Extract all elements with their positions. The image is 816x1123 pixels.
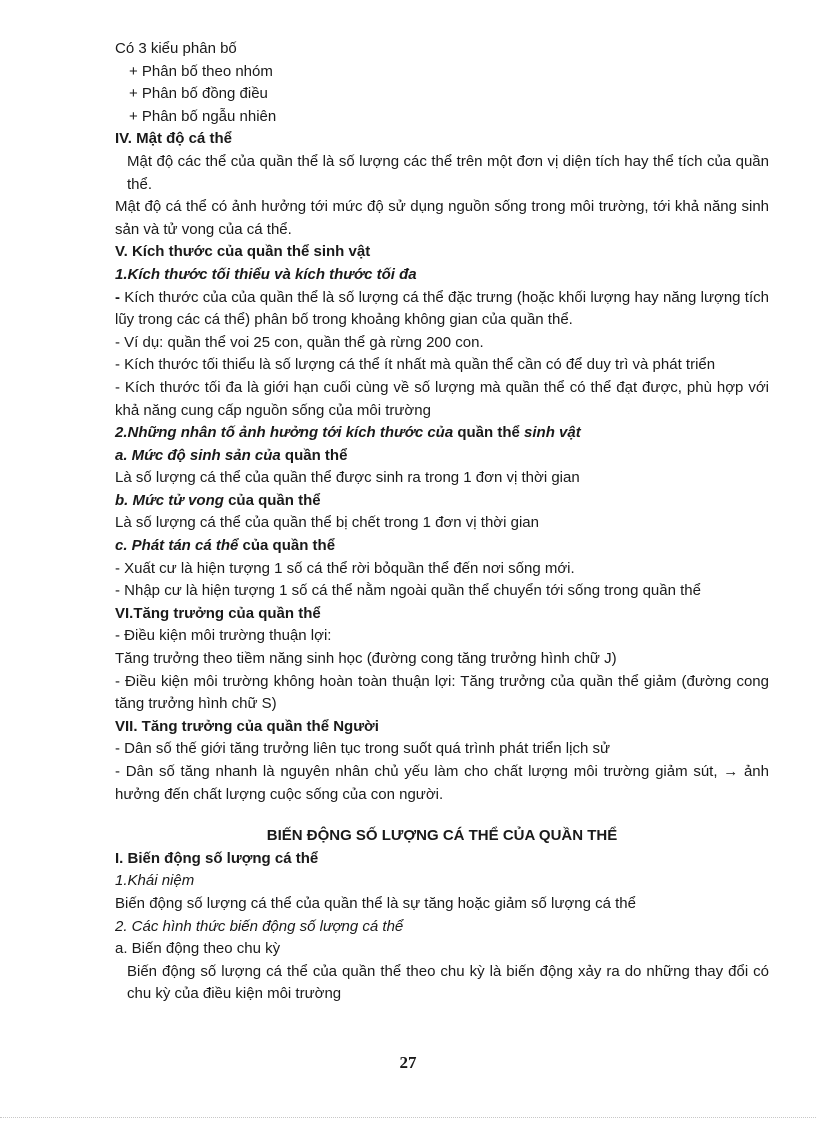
- paragraph: - Kích thước tối đa là giới hạn cuối cùng về số lượng mà quần thể có thể đạt được, phù hợp với khả năng cung cấp nguồn sống của môi trường: [115, 378, 769, 419]
- list-item: + Phân bố theo nhóm: [129, 62, 273, 80]
- paragraph-text: - Dân số tăng nhanh là nguyên nhân chủ yếu làm cho chất lượng môi trường giảm sút,: [115, 763, 724, 780]
- paragraph: - Kích thước tối thiểu là số lượng cá thể ít nhất mà quần thể cần có để duy trì và phát triển: [115, 356, 716, 374]
- paragraph: Là số lượng cá thể của quần thể được sinh ra trong 1 đơn vị thời gian: [115, 469, 580, 487]
- heading-part: của quần thể: [238, 537, 336, 555]
- section-heading: IV. Mật độ cá thể: [115, 130, 232, 148]
- document-page: [115, 38, 769, 1006]
- page-number: 27: [399, 1053, 417, 1072]
- subsection-heading: [115, 445, 769, 468]
- paragraph: - Nhập cư là hiện tượng 1 số cá thể nằm ngoài quần thể chuyển tới sống trong quần thể: [115, 582, 701, 600]
- list-item: + Phân bố đồng điều: [129, 85, 268, 103]
- heading-part: 2.Những nhân tố ảnh hưởng tới kích thước của: [115, 424, 458, 442]
- paragraph: - Điều kiện môi trường không hoàn toàn thuận lợi: Tăng trưởng của quần thể giảm (đường cong tăng trưởng hình chữ S): [115, 672, 769, 713]
- paragraph: - Dân số thế giới tăng trưởng liên tục trong suốt quá trình phát triển lịch sử: [115, 740, 611, 758]
- section-heading: I. Biến động số lượng cá thể: [115, 849, 319, 867]
- heading-part: b. Mức tử vong: [115, 491, 224, 509]
- heading-part: quần thể: [284, 446, 348, 464]
- dash: -: [115, 288, 120, 306]
- heading-part: sinh vật: [524, 424, 581, 442]
- paragraph: Mật độ cá thể có ảnh hưởng tới mức độ sử dụng nguồn sống trong môi trường, tới khả năng sinh sản và tử vong của cá thể.: [115, 198, 769, 238]
- heading-part: của quần thể: [223, 491, 321, 509]
- subsection-heading: 1.Kích thước tối thiểu và kích thước tối đa: [115, 265, 417, 283]
- text-line: Có 3 kiểu phân bố: [115, 40, 237, 57]
- subsection-heading: [115, 422, 769, 445]
- spacer: [115, 806, 769, 825]
- paragraph: Là số lượng cá thể của quần thể bị chết trong 1 đơn vị thời gian: [115, 514, 539, 532]
- paragraph-text: Kích thước của của quần thể là số lượng cá thể đặc trưng (hoặc khối lượng hay năng lượng tích lũy trong các cá thể) phân bố trong khoảng không gian của quần thể.: [115, 288, 769, 329]
- paragraph: Biến động số lượng cá thể của quần thể là sự tăng hoặc giảm số lượng cá thể: [115, 894, 636, 912]
- paragraph: [115, 287, 769, 332]
- paragraph: [115, 761, 769, 806]
- section-heading: V. Kích thước của quần thể sinh vật: [115, 243, 371, 261]
- paragraph: - Điều kiện môi trường thuận lợi:: [115, 627, 332, 645]
- paragraph: Tăng trưởng theo tiềm năng sinh học (đường cong tăng trưởng hình chữ J): [115, 650, 617, 668]
- chapter-title: BIẾN ĐỘNG SỐ LƯỢNG CÁ THỂ CỦA QUẦN THỂ: [266, 827, 618, 845]
- heading-part: c. Phát tán cá thể: [115, 537, 239, 555]
- section-heading: VI.Tăng trưởng của quần thể: [115, 604, 321, 622]
- page-bottom-rule: [0, 1117, 816, 1118]
- subsection-heading: 1.Khái niệm: [115, 872, 195, 890]
- paragraph: - Ví dụ: quần thể voi 25 con, quần thể gà rừng 200 con.: [115, 333, 484, 351]
- list-item: + Phân bố ngẫu nhiên: [129, 107, 277, 125]
- paragraph: a. Biến động theo chu kỳ: [115, 940, 281, 958]
- paragraph: - Xuất cư là hiện tượng 1 số cá thể rời bỏquần thể đến nơi sống mới.: [115, 559, 575, 577]
- section-heading: VII. Tăng trưởng của quần thể Người: [115, 717, 379, 735]
- paragraph: Biến động số lượng cá thể của quần thể theo chu kỳ là biến động xảy ra do những thay đổi có chu kỳ của điều kiện môi trường: [127, 962, 769, 1003]
- subsection-heading: 2. Các hình thức biến động số lượng cá thể: [115, 917, 404, 935]
- paragraph-text: ảnh hưởng đến chất lượng cuộc sống của con người.: [115, 763, 769, 803]
- subsection-heading: [115, 535, 769, 558]
- paragraph: Mật độ các thể của quần thể là số lượng các thể trên một đơn vị diện tích hay thể tích của quần thể.: [127, 152, 769, 193]
- heading-part: a. Mức độ sinh sản của: [115, 446, 285, 464]
- arrow-icon: →: [723, 763, 739, 780]
- heading-part: quần thể: [457, 424, 525, 442]
- subsection-heading: [115, 490, 769, 513]
